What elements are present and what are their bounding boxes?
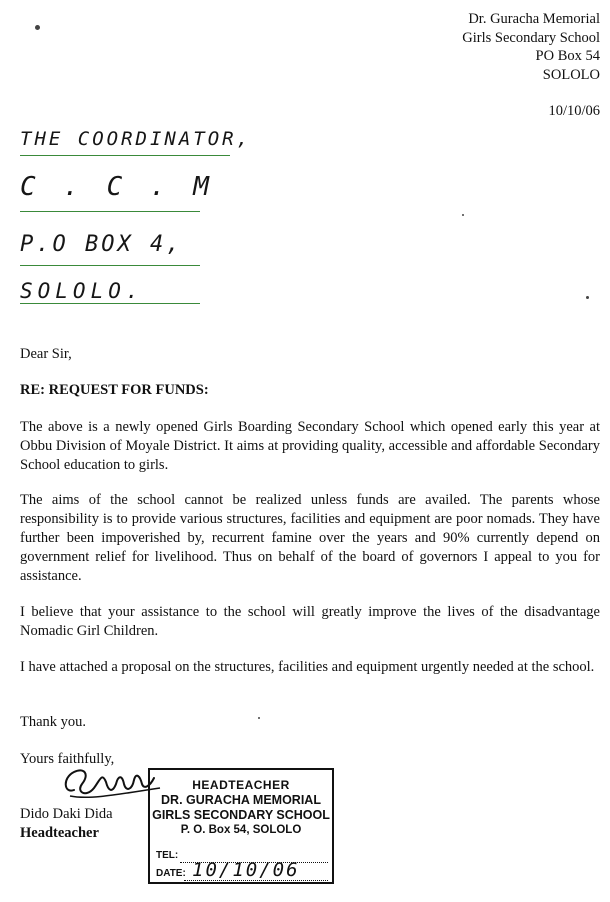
stamp-line: P. O. Box 54, SOLOLO <box>180 824 302 836</box>
body-paragraph: I believe that your assistance to the school will greatly improve the lives of the disadvantage Nomadic Girl Children. <box>20 604 600 639</box>
recipient-underline <box>20 303 200 304</box>
recipient-underline <box>20 155 230 156</box>
sender-line: PO Box 54 <box>535 48 600 64</box>
signatory-title: Headteacher <box>20 825 99 841</box>
recipient-underline <box>20 211 200 212</box>
recipient-line: P.O BOX 4, <box>20 232 183 257</box>
stamp-line: HEADTEACHER <box>192 778 290 792</box>
stamp-line: DR. GURACHA MEMORIAL <box>161 793 321 807</box>
recipient-underline <box>20 265 200 266</box>
body-paragraph: I have attached a proposal on the structures, facilities and equipment urgently needed at the school. <box>20 659 595 675</box>
recipient-line: THE COORDINATOR, <box>20 128 252 150</box>
stamp-date-label: DATE: <box>156 868 186 879</box>
closing: Yours faithfully, <box>20 751 115 767</box>
thank-you: Thank you. <box>20 714 87 730</box>
scan-speck <box>586 296 589 299</box>
sender-line: SOLOLO <box>542 66 600 83</box>
stamp-tel-label: TEL: <box>156 850 179 861</box>
scan-speck <box>258 717 260 719</box>
body-paragraph: The aims of the school cannot be realized unless funds are availed. The parents whose responsibility is to provide various structures, facilities and equipment are poor nomads. They have further been impoverished by, recurrent famine over the years and 90% currently depend on government relief for livelihood. Thus on behalf of the board of governors I appeal to you for assistance. <box>20 492 600 584</box>
scan-speck <box>462 214 464 216</box>
official-stamp <box>148 768 334 884</box>
salutation: Dear Sir, <box>20 346 72 362</box>
letter-date: 10/10/06 <box>548 103 600 119</box>
body-paragraph: The above is a newly opened Girls Boarding Secondary School which opened early this year at Obbu Division of Moyale District. It aims at providing quality, accessible and affordable Secondary School education to girls. <box>20 419 600 473</box>
scan-speck <box>35 25 40 30</box>
signatory-name: Dido Daki Dida <box>20 806 113 822</box>
sender-line: Girls Secondary School <box>462 29 600 46</box>
stamp-date-value: 10/10/06 <box>192 859 300 881</box>
subject-line: RE: REQUEST FOR FUNDS: <box>20 382 209 398</box>
sender-address <box>462 10 600 84</box>
sender-line: Dr. Guracha Memorial <box>468 11 600 27</box>
stamp-line: GIRLS SECONDARY SCHOOL <box>152 808 330 822</box>
recipient-line: C . C . M <box>20 172 215 202</box>
recipient-line: SOLOLO. <box>20 279 144 303</box>
